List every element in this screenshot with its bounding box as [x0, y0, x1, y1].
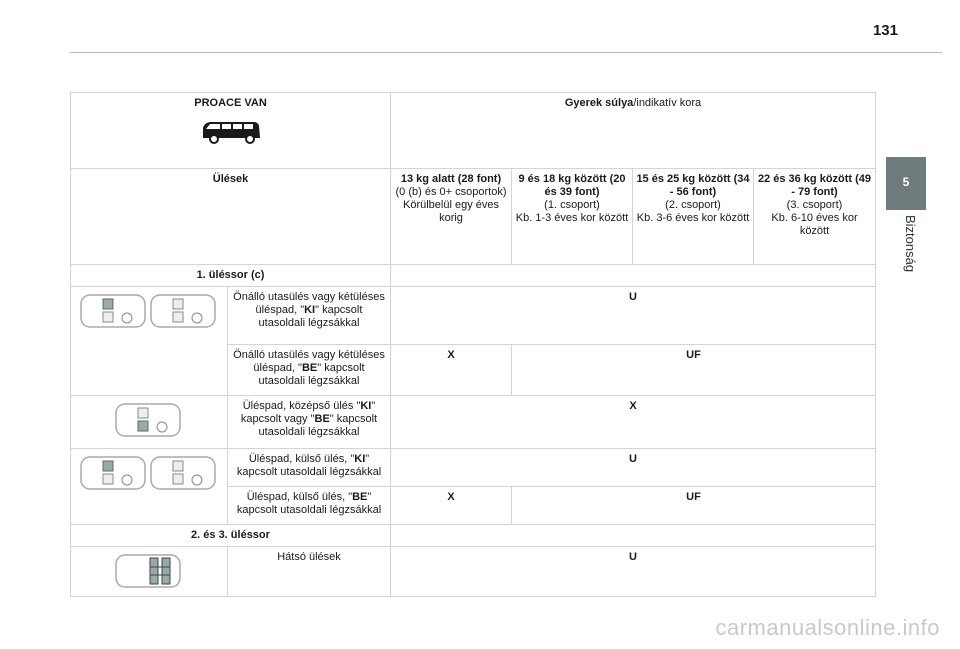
r1a-label — [228, 287, 391, 345]
row1-title-filler — [391, 265, 876, 287]
row2-title: 2. és 3. üléssor — [71, 525, 391, 547]
r2-text-1: Üléspad, középső ülés " — [242, 400, 361, 412]
r1a-text-2: " kapcsolt utasoldali légzsákkal — [258, 304, 363, 329]
r1b-value-first: X — [391, 345, 512, 396]
group-1-header — [512, 169, 633, 265]
section-title-text: Biztonság — [903, 215, 918, 273]
r3a-bold: KI — [354, 453, 366, 465]
vehicle-name: PROACE VAN — [194, 97, 267, 109]
r1b-label — [228, 345, 391, 396]
middle-seat-icon — [74, 400, 224, 440]
group-2-group: (2. csoport) — [665, 199, 721, 211]
table-row — [71, 287, 876, 345]
group-2-header — [633, 169, 754, 265]
r3a-text-2: " kapcsolt utasoldali légzsákkal — [236, 453, 382, 478]
r3b-bold: BE — [352, 491, 368, 503]
top-rule — [70, 52, 942, 53]
table-row — [71, 449, 876, 487]
section-tab[interactable]: 5 — [886, 157, 926, 210]
r2-value: X — [391, 396, 876, 449]
front-seat-diagram-cell — [71, 287, 228, 396]
group-1-group: (1. csoport) — [544, 199, 600, 211]
r4-value: U — [391, 547, 876, 597]
group-3-age: Kb. 6-10 éves kor között — [771, 212, 858, 237]
group-1-age: Kb. 1-3 éves kor között — [515, 212, 629, 224]
rear-seat-diagram-cell — [71, 547, 228, 597]
r2-label — [228, 396, 391, 449]
r4-label: Hátsó ülések — [228, 547, 391, 597]
group-3-weight: 22 és 36 kg között (49 - 79 font) — [757, 173, 872, 198]
child-weight-title: Gyerek súlya — [564, 97, 634, 109]
r1b-value-rest: UF — [512, 345, 876, 396]
child-weight-header-cell — [391, 93, 876, 169]
group-0-age: Körülbelül egy éves korig — [402, 199, 499, 224]
group-0-group: (0 (b) és 0+ csoportok) — [395, 186, 507, 198]
van-icon — [74, 118, 387, 148]
row-section-2 — [71, 525, 876, 547]
section-title — [866, 215, 946, 285]
r2-text-2: " kapcsolt vagy " — [240, 400, 376, 425]
r1b-text-2: " kapcsolt utasoldali légzsákkal — [258, 362, 365, 387]
r3a-label — [228, 449, 391, 487]
r3b-label — [228, 487, 391, 525]
r2-bold-1: KI — [360, 400, 372, 412]
middle-seat-diagram-cell — [71, 396, 228, 449]
group-0-header — [391, 169, 512, 265]
group-2-weight: 15 és 25 kg között (34 - 56 font) — [636, 173, 750, 198]
table-row — [71, 547, 876, 597]
table-header-row — [71, 93, 876, 169]
r3a-text-1: Üléspad, külső ülés, " — [248, 453, 355, 465]
r1a-value: U — [391, 287, 876, 345]
outer-seat-diagram-cell — [71, 449, 228, 525]
row-section-1 — [71, 265, 876, 287]
child-seat-table — [70, 92, 876, 597]
r1b-bold: BE — [301, 362, 318, 374]
rear-seats-icon — [74, 551, 224, 591]
watermark: carmanualsonline.info — [715, 615, 940, 640]
r3b-value-rest: UF — [512, 487, 876, 525]
table-row — [71, 396, 876, 449]
r1b-text-1: Önálló utasülés vagy kétüléses üléspad, " — [233, 349, 385, 374]
r3b-value-first: X — [391, 487, 512, 525]
r3a-value: U — [391, 449, 876, 487]
row1-title: 1. üléssor (c) — [71, 265, 391, 287]
page-number: 131 — [872, 22, 898, 39]
row2-title-filler — [391, 525, 876, 547]
front-seats-icon — [74, 291, 224, 331]
column-header-row — [71, 169, 876, 265]
r2-text-3: " kapcsolt utasoldali légzsákkal — [258, 413, 378, 438]
r2-bold-2: BE — [314, 413, 330, 425]
r1a-bold: KI — [304, 304, 316, 316]
group-0-weight: 13 kg alatt (28 font) — [400, 173, 502, 185]
r3b-text-1: Üléspad, külső ülés, " — [246, 491, 353, 503]
group-1-weight: 9 és 18 kg között (20 és 39 font) — [518, 173, 626, 198]
group-2-age: Kb. 3-6 éves kor között — [636, 212, 750, 224]
child-weight-subtitle: /indikatív kora — [633, 97, 702, 109]
group-3-header — [754, 169, 876, 265]
r3b-text-2: " kapcsolt utasoldali légzsákkal — [236, 491, 382, 516]
outer-seats-icon — [74, 453, 224, 493]
group-3-group: (3. csoport) — [786, 199, 843, 211]
r1a-text-1: Önálló utasülés vagy kétüléses üléspad, " — [233, 291, 385, 316]
vehicle-header-cell — [71, 93, 391, 169]
seats-header: Ülések — [71, 169, 391, 265]
